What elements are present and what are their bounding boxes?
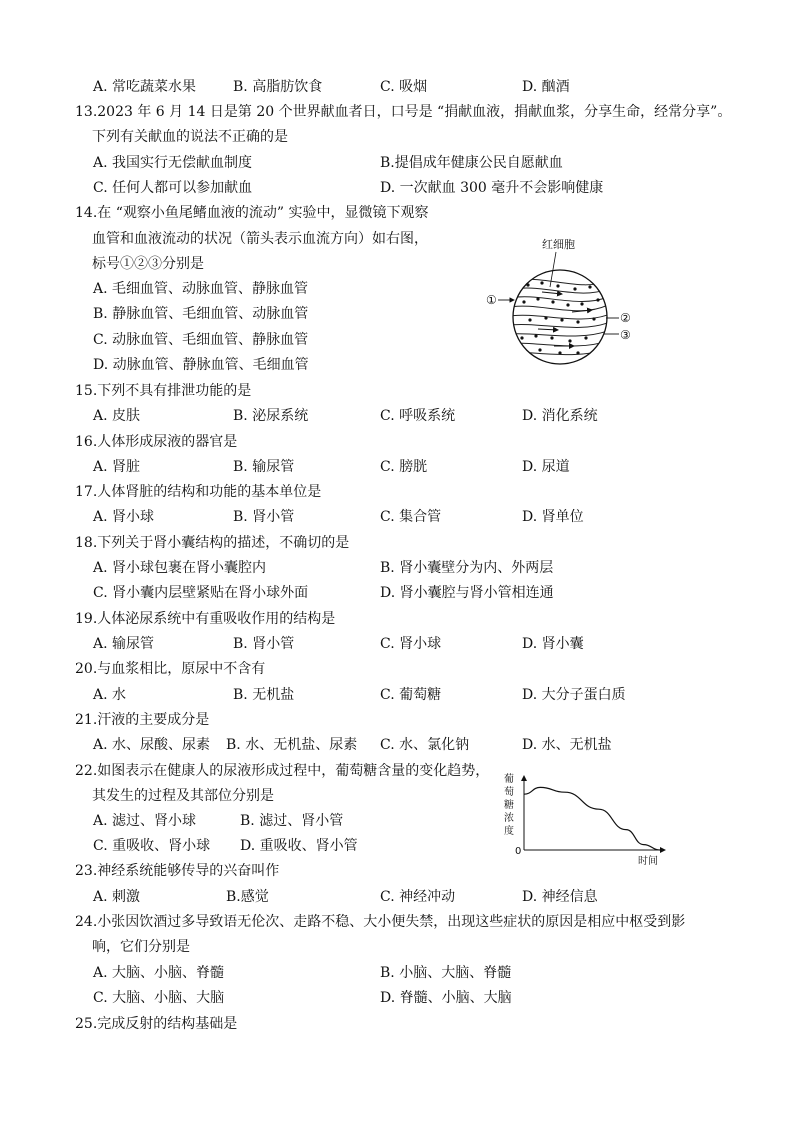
q14-stem: [0, 202, 794, 224]
y-axis-label-char: 度: [504, 826, 514, 837]
q24-options-row1: [0, 962, 794, 984]
q16-options: [0, 456, 794, 478]
q13-stem: [0, 101, 794, 123]
blood-flow-figure: [480, 232, 640, 380]
option-a: A. 输尿管: [93, 636, 155, 652]
q25-stem: [0, 1013, 794, 1035]
q24-stem: [0, 911, 794, 933]
option-a: A. 毛细血管、动脉血管、静脉血管: [93, 281, 309, 297]
q20-stem: [0, 658, 794, 680]
option-c: C. 大脑、小脑、大脑: [93, 990, 225, 1006]
option-c: C. 集合管: [380, 509, 442, 525]
microscope-field: [513, 270, 607, 364]
option-d: D. 肾小囊: [522, 636, 584, 652]
q13-stem-cont: [0, 126, 794, 148]
rbc-label: 红细胞: [542, 238, 575, 251]
option-b: B. 肾小管: [233, 509, 295, 525]
option-b: B. 肾小管: [233, 636, 295, 652]
marker-3: ③: [620, 328, 631, 342]
glucose-chart: [500, 768, 670, 868]
option-b: B. 滤过、肾小管: [240, 813, 344, 829]
marker-1: ①: [486, 293, 497, 307]
q22-stem-cont: [0, 785, 794, 807]
option-b: B. 水、无机盐、尿素: [226, 737, 358, 753]
question-text: 21.汗液的主要成分是: [75, 712, 210, 728]
option-b: B. 输尿管: [233, 459, 295, 475]
option-d: D. 神经信息: [522, 889, 598, 905]
question-text: 13.2023 年 6 月 14 日是第 20 个世界献血者日，口号是 “捐献血液，捐献血浆，分享生命，经常分享”。: [75, 104, 732, 120]
y-axis-label-char: 浓: [504, 813, 514, 824]
option-b: B. 高脂肪饮食: [233, 79, 323, 95]
q23-stem: [0, 860, 794, 882]
option-b: B. 小脑、大脑、脊髓: [380, 965, 512, 981]
option-b: B.提倡成年健康公民自愿献血: [380, 155, 563, 171]
option-c: C. 肾小囊内层壁紧贴在肾小球外面: [93, 585, 309, 601]
option-c: C. 神经冲动: [380, 889, 456, 905]
question-text: 16.人体形成尿液的器官是: [75, 434, 238, 450]
y-axis-label-char: 葡: [504, 774, 514, 785]
option-d: D. 肾单位: [522, 509, 584, 525]
option-d: D. 脊髓、小脑、大脑: [380, 990, 512, 1006]
q14-stem-cont2: [0, 253, 794, 275]
q24-options-row2: [0, 987, 794, 1009]
origin-label: 0: [515, 846, 522, 857]
option-d: D. 一次献血 300 毫升不会影响健康: [380, 180, 604, 196]
option-d: D. 大分子蛋白质: [522, 687, 626, 703]
option-a: A. 我国实行无偿献血制度: [93, 155, 253, 171]
y-axis-label: [504, 772, 514, 837]
option-d: D. 水、无机盐: [522, 737, 612, 753]
q14-option-b: [0, 303, 794, 325]
q22-options-row1: [0, 810, 794, 832]
q22-options-row2: [0, 835, 794, 857]
option-c: C. 吸烟: [380, 79, 428, 95]
q14-option-d: [0, 354, 794, 376]
q16-stem: [0, 431, 794, 453]
option-a: A. 肾小球包裹在肾小囊腔内: [93, 560, 267, 576]
question-text: 17.人体肾脏的结构和功能的基本单位是: [75, 484, 322, 500]
y-axis-label-char: 萄: [504, 787, 514, 798]
q19-stem: [0, 608, 794, 630]
q24-stem-cont: [0, 936, 794, 958]
q15-options: [0, 405, 794, 427]
question-text: 20.与血浆相比，原尿中不含有: [75, 661, 266, 677]
option-c: C. 动脉血管、毛细血管、静脉血管: [93, 332, 309, 348]
question-text: 23.神经系统能够传导的兴奋叫作: [75, 863, 280, 879]
question-text: 25.完成反射的结构基础是: [75, 1016, 238, 1032]
question-text: 血管和血液流动的状况（箭头表示血流方向）如右图，: [92, 231, 428, 247]
option-c: C. 重吸收、肾小球: [93, 838, 211, 854]
glucose-curve: [524, 787, 660, 850]
question-text: 14.在 “观察小鱼尾鳍血液的流动” 实验中，显微镜下观察: [75, 205, 429, 221]
question-text: 18.下列关于肾小囊结构的描述，不确切的是: [75, 535, 350, 551]
q18-stem: [0, 532, 794, 554]
question-text: 下列有关献血的说法不正确的是: [92, 129, 288, 145]
q23-options: [0, 886, 794, 908]
option-b: B. 肾小囊壁分为内、外两层: [380, 560, 554, 576]
option-a: A. 肾小球: [93, 509, 155, 525]
q15-stem: [0, 380, 794, 402]
option-b: B. 泌尿系统: [233, 408, 309, 424]
q20-options: [0, 684, 794, 706]
question-text: 标号①②③分别是: [92, 256, 204, 272]
option-c: C. 葡萄糖: [380, 687, 442, 703]
option-c: C. 水、氯化钠: [380, 737, 470, 753]
q19-options: [0, 633, 794, 655]
q14-stem-cont: [0, 228, 794, 250]
option-c: C. 任何人都可以参加献血: [93, 180, 253, 196]
option-c: C. 呼吸系统: [380, 408, 456, 424]
q14-option-c: [0, 329, 794, 351]
question-text: 响，它们分别是: [92, 939, 190, 955]
option-b: B.感觉: [226, 889, 269, 905]
option-a: A. 肾脏: [93, 459, 141, 475]
option-a: A. 水、尿酸、尿素: [93, 737, 211, 753]
option-d: D. 酗酒: [522, 79, 570, 95]
option-a: A. 常吃蔬菜水果: [93, 79, 197, 95]
q18-options-row1: [0, 557, 794, 579]
option-d: D. 动脉血管、静脉血管、毛细血管: [93, 357, 309, 373]
y-axis-label-char: 糖: [504, 800, 514, 811]
q13-options-row1: [0, 152, 794, 174]
q14-option-a: [0, 278, 794, 300]
q21-stem: [0, 709, 794, 731]
q17-stem: [0, 481, 794, 503]
q21-options: [0, 734, 794, 756]
q18-options-row2: [0, 582, 794, 604]
x-axis-label: 时间: [638, 856, 658, 867]
option-b: B. 无机盐: [233, 687, 295, 703]
option-d: D. 消化系统: [522, 408, 598, 424]
question-text: 15.下列不具有排泄功能的是: [75, 383, 252, 399]
question-text: 22.如图表示在健康人的尿液形成过程中，葡萄糖含量的变化趋势，: [75, 763, 490, 779]
option-a: A. 刺激: [93, 889, 141, 905]
option-d: D. 肾小囊腔与肾小管相连通: [380, 585, 554, 601]
q22-stem: [0, 760, 794, 782]
marker-2: ②: [620, 311, 631, 325]
option-d: D. 尿道: [522, 459, 570, 475]
option-c: C. 膀胱: [380, 459, 428, 475]
option-a: A. 皮肤: [93, 408, 141, 424]
option-a: A. 滤过、肾小球: [93, 813, 197, 829]
question-text: 其发生的过程及其部位分别是: [92, 788, 274, 804]
q17-options: [0, 506, 794, 528]
option-d: D. 重吸收、肾小管: [240, 838, 358, 854]
option-b: B. 静脉血管、毛细血管、动脉血管: [93, 306, 309, 322]
option-a: A. 大脑、小脑、脊髓: [93, 965, 225, 981]
question-text: 24.小张因饮酒过多导致语无伦次、走路不稳、大小便失禁，出现这些症状的原因是相应中枢受到影: [75, 914, 686, 930]
option-c: C. 肾小球: [380, 636, 442, 652]
option-a: A. 水: [93, 687, 127, 703]
q12-options: [0, 76, 794, 98]
q13-options-row2: [0, 177, 794, 199]
question-text: 19.人体泌尿系统中有重吸收作用的结构是: [75, 611, 336, 627]
